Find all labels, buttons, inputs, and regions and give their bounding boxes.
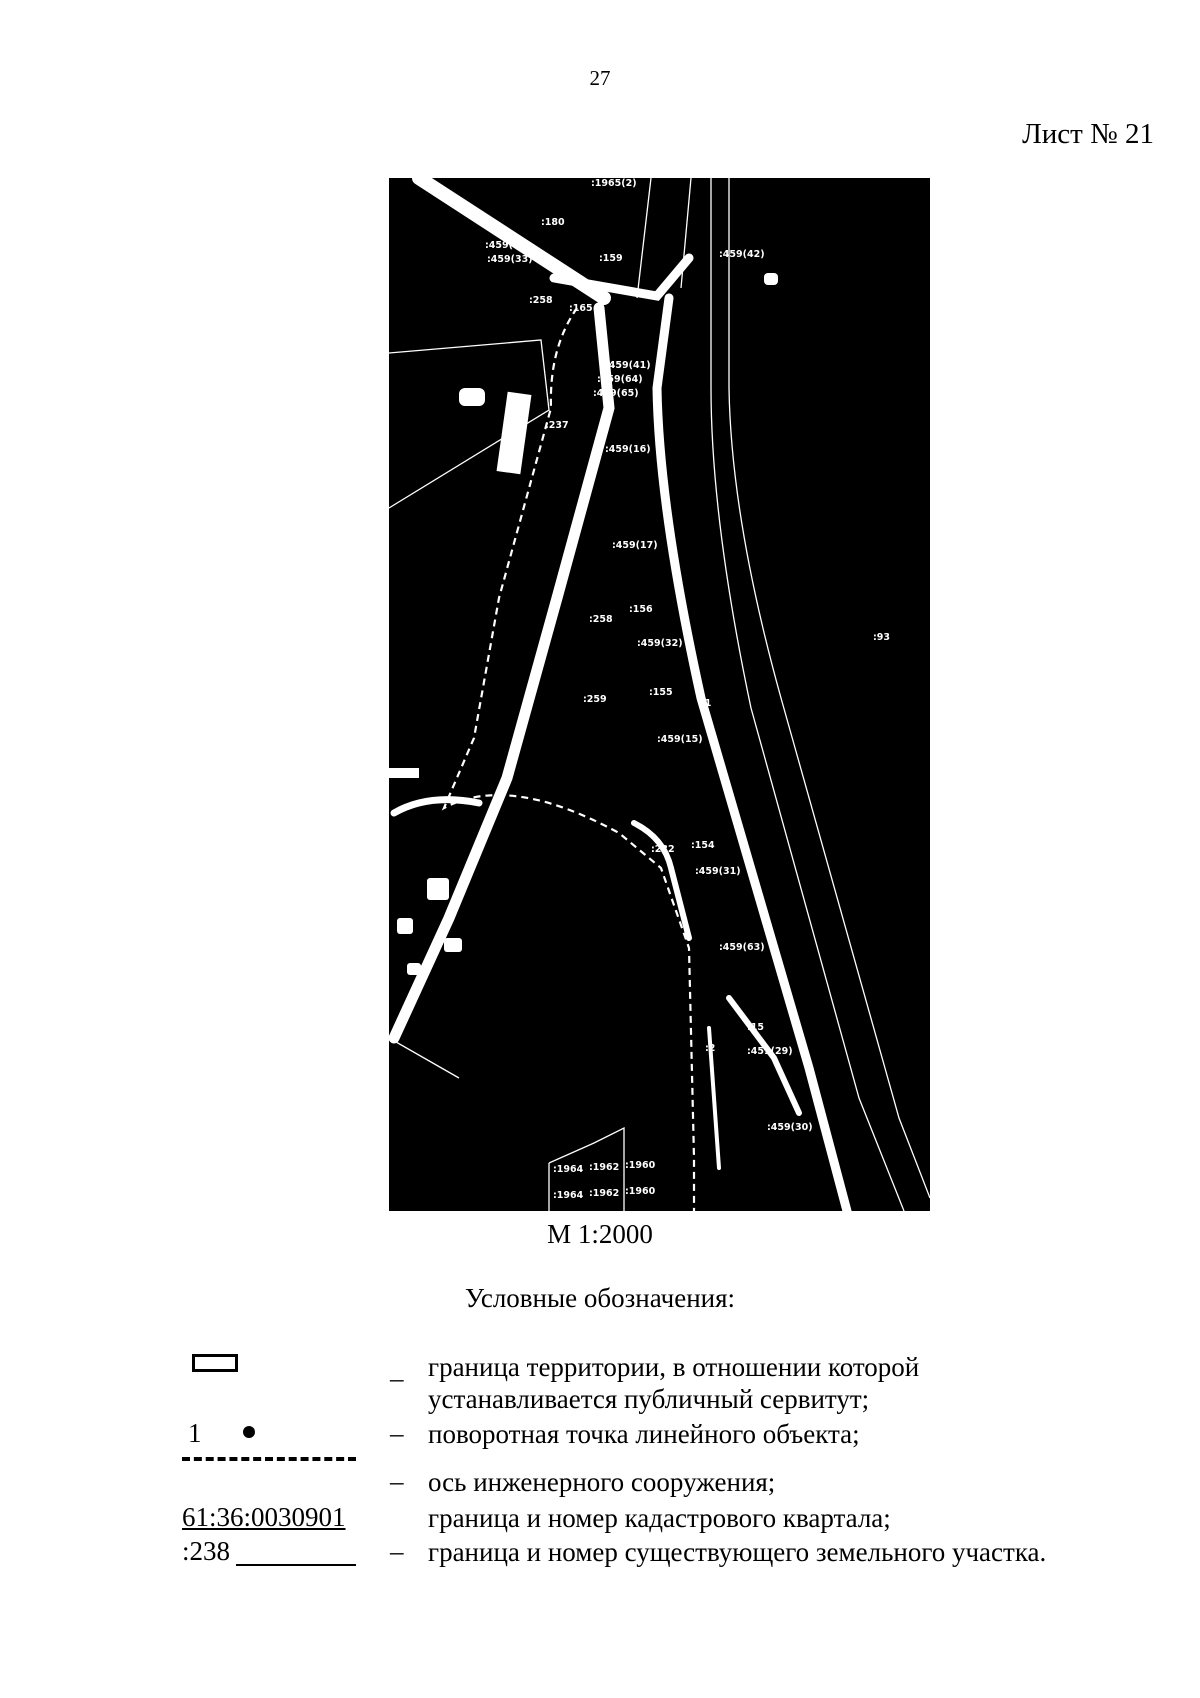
legend-text-line: граница территории, в отношении которой: [428, 1352, 920, 1382]
point-number: 1: [188, 1418, 202, 1448]
parcel-number: :238: [182, 1536, 231, 1566]
map-label: :459(15): [657, 734, 703, 745]
map-drawing: [389, 178, 930, 1211]
map-labels: [485, 178, 890, 1201]
map-label: :258: [529, 295, 553, 306]
map-label: :459(33): [487, 254, 533, 265]
map-label: :165: [569, 303, 593, 314]
map-label: :1960: [625, 1160, 656, 1171]
map-label: :232: [651, 844, 675, 855]
map-label: :1965(2): [591, 178, 637, 189]
page-number: 27: [589, 66, 611, 90]
map-label: :1964: [553, 1164, 584, 1175]
legend-text: [428, 1351, 919, 1415]
map-label: :1960: [625, 1186, 656, 1197]
cadastral-map: [389, 178, 930, 1211]
map-label: :156: [629, 604, 653, 615]
turning-point-dot-icon: [243, 1426, 255, 1438]
map-label: :93: [873, 632, 891, 643]
map-label: :155: [649, 687, 673, 698]
map-label: :1962: [589, 1188, 620, 1199]
map-label: :459(63): [719, 942, 765, 953]
legend-text: граница и номер кадастрового квартала;: [428, 1503, 891, 1533]
legend-text-line: устанавливается публичный сервитут;: [428, 1384, 870, 1414]
map-label: :154: [691, 840, 715, 851]
cadastral-quarter-code: 61:36:0030901: [182, 1502, 346, 1532]
dashed-axis-icon: [182, 1457, 356, 1461]
legend-dash: –: [390, 1536, 404, 1566]
map-label: :1964: [553, 1190, 584, 1201]
legend-text: граница и номер существующего земельного участка.: [428, 1537, 1047, 1567]
map-label: :459(64): [597, 374, 643, 385]
map-label: :459(41): [605, 360, 651, 371]
map-label: :1962: [589, 1162, 620, 1173]
map-label: :258: [589, 614, 613, 625]
map-label: :459(30): [767, 1122, 813, 1133]
boundary-rectangle-icon: [192, 1354, 238, 1372]
map-label: :459(65): [593, 388, 639, 399]
map-label: :459(29): [747, 1046, 793, 1057]
map-label: :459(32): [637, 638, 683, 649]
legend-dash: –: [390, 1363, 404, 1393]
map-scale: М 1:2000: [547, 1219, 653, 1249]
legend-dash: –: [390, 1418, 404, 1448]
map-label: :259: [583, 694, 607, 705]
sheet-label: Лист № 21: [1022, 118, 1154, 150]
legend-text: ось инженерного сооружения;: [428, 1467, 776, 1497]
legend-dash: –: [390, 1466, 404, 1496]
map-label: :1: [701, 698, 712, 709]
map-label: :237: [545, 420, 569, 431]
map-label: :15: [747, 1022, 765, 1033]
map-label: :459(17): [612, 540, 658, 551]
legend-text: поворотная точка линейного объекта;: [428, 1419, 860, 1449]
map-label: :2: [705, 1043, 716, 1054]
parcel-boundary-line-icon: [236, 1564, 356, 1566]
map-label: :159: [599, 253, 623, 264]
map-label: :180: [541, 217, 565, 228]
map-label: :459(16): [605, 444, 651, 455]
legend-title: Условные обозначения:: [464, 1283, 736, 1313]
map-label: :459(31): [695, 866, 741, 877]
map-label: :459(1: [485, 240, 520, 251]
map-label: :459(42): [719, 249, 765, 260]
